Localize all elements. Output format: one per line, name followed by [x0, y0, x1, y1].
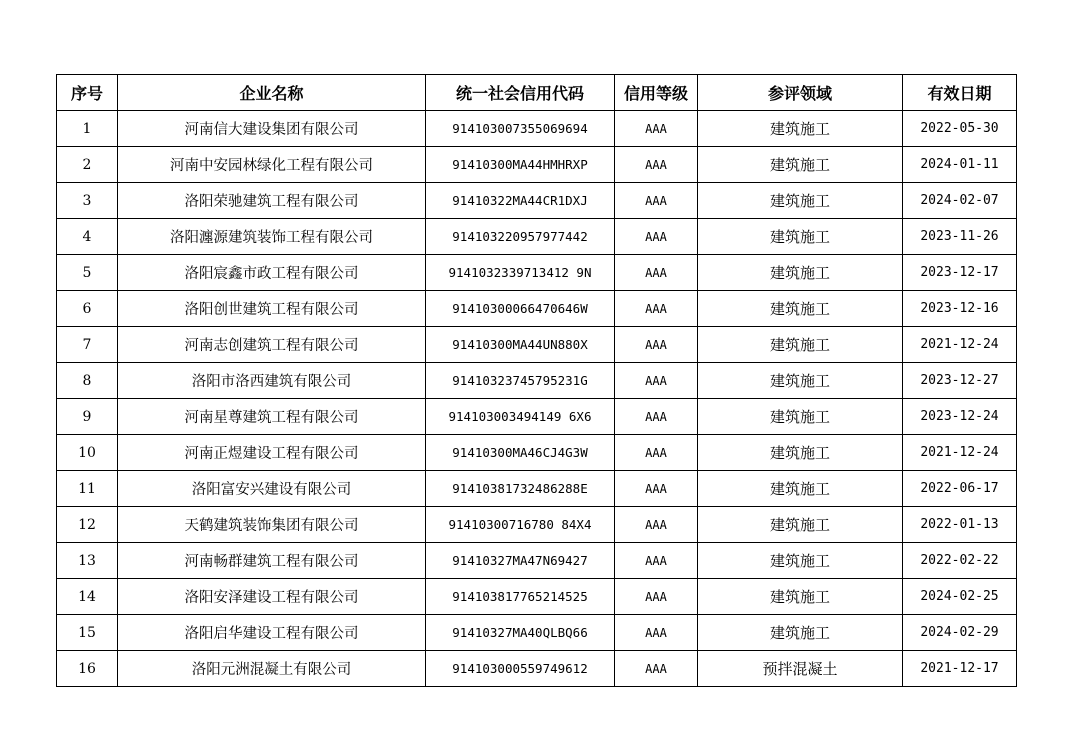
cell-rating-field: 建筑施工: [698, 291, 903, 327]
credit-rating-table: [56, 74, 1017, 687]
table-row: [57, 183, 1017, 219]
cell-rating-field: 建筑施工: [698, 219, 903, 255]
table-row: [57, 363, 1017, 399]
cell-serial-no: 16: [57, 651, 118, 687]
cell-company-name: 河南志创建筑工程有限公司: [118, 327, 426, 363]
cell-rating-field: 建筑施工: [698, 327, 903, 363]
cell-rating-field: 建筑施工: [698, 615, 903, 651]
header-row: [57, 75, 1017, 111]
cell-credit-code: 91410323745795231G: [426, 363, 615, 399]
table-row: [57, 579, 1017, 615]
cell-credit-grade: AAA: [615, 507, 698, 543]
cell-credit-grade: AAA: [615, 219, 698, 255]
cell-credit-grade: AAA: [615, 579, 698, 615]
cell-credit-grade: AAA: [615, 291, 698, 327]
cell-credit-code: 914103003494149 6X6: [426, 399, 615, 435]
cell-serial-no: 13: [57, 543, 118, 579]
header-valid-date: 有效日期: [903, 75, 1017, 111]
cell-credit-code: 914103817765214525: [426, 579, 615, 615]
cell-company-name: 河南畅群建筑工程有限公司: [118, 543, 426, 579]
cell-serial-no: 4: [57, 219, 118, 255]
cell-serial-no: 1: [57, 111, 118, 147]
header-company-name: 企业名称: [118, 75, 426, 111]
table-row: [57, 471, 1017, 507]
cell-credit-grade: AAA: [615, 615, 698, 651]
cell-credit-grade: AAA: [615, 471, 698, 507]
cell-company-name: 河南星尊建筑工程有限公司: [118, 399, 426, 435]
cell-valid-date: 2022-06-17: [903, 471, 1017, 507]
cell-rating-field: 建筑施工: [698, 471, 903, 507]
cell-company-name: 天鹤建筑装饰集团有限公司: [118, 507, 426, 543]
header-serial-no: 序号: [57, 75, 118, 111]
cell-company-name: 洛阳瀍源建筑装饰工程有限公司: [118, 219, 426, 255]
table-row: [57, 255, 1017, 291]
cell-serial-no: 14: [57, 579, 118, 615]
cell-valid-date: 2022-02-22: [903, 543, 1017, 579]
cell-credit-grade: AAA: [615, 255, 698, 291]
cell-rating-field: 预拌混凝土: [698, 651, 903, 687]
cell-credit-code: 9141032339713412 9N: [426, 255, 615, 291]
cell-credit-code: 91410300716780 84X4: [426, 507, 615, 543]
cell-company-name: 洛阳元洲混凝土有限公司: [118, 651, 426, 687]
cell-credit-code: 914103220957977442: [426, 219, 615, 255]
table-row: [57, 543, 1017, 579]
table-row: [57, 147, 1017, 183]
cell-rating-field: 建筑施工: [698, 363, 903, 399]
table-row: [57, 507, 1017, 543]
cell-credit-grade: AAA: [615, 327, 698, 363]
cell-rating-field: 建筑施工: [698, 147, 903, 183]
cell-rating-field: 建筑施工: [698, 435, 903, 471]
cell-credit-grade: AAA: [615, 147, 698, 183]
cell-rating-field: 建筑施工: [698, 399, 903, 435]
table-body: [57, 111, 1017, 687]
cell-valid-date: 2023-12-24: [903, 399, 1017, 435]
cell-credit-grade: AAA: [615, 399, 698, 435]
cell-serial-no: 3: [57, 183, 118, 219]
cell-credit-grade: AAA: [615, 111, 698, 147]
cell-serial-no: 11: [57, 471, 118, 507]
cell-valid-date: 2022-05-30: [903, 111, 1017, 147]
cell-serial-no: 7: [57, 327, 118, 363]
table-row: [57, 111, 1017, 147]
cell-rating-field: 建筑施工: [698, 579, 903, 615]
table-row: [57, 219, 1017, 255]
cell-valid-date: 2023-12-17: [903, 255, 1017, 291]
cell-serial-no: 10: [57, 435, 118, 471]
table-row: [57, 615, 1017, 651]
cell-company-name: 河南中安园林绿化工程有限公司: [118, 147, 426, 183]
cell-credit-code: 91410300MA44UN880X: [426, 327, 615, 363]
cell-credit-code: 914103000559749612: [426, 651, 615, 687]
cell-company-name: 河南正煜建设工程有限公司: [118, 435, 426, 471]
cell-valid-date: 2024-01-11: [903, 147, 1017, 183]
table-row: [57, 291, 1017, 327]
table-row: [57, 327, 1017, 363]
cell-valid-date: 2023-12-27: [903, 363, 1017, 399]
cell-credit-grade: AAA: [615, 363, 698, 399]
cell-company-name: 洛阳创世建筑工程有限公司: [118, 291, 426, 327]
cell-company-name: 洛阳富安兴建设有限公司: [118, 471, 426, 507]
cell-credit-code: 91410300MA46CJ4G3W: [426, 435, 615, 471]
cell-valid-date: 2024-02-07: [903, 183, 1017, 219]
cell-credit-grade: AAA: [615, 435, 698, 471]
cell-credit-code: 914103007355069694: [426, 111, 615, 147]
cell-serial-no: 9: [57, 399, 118, 435]
cell-valid-date: 2023-11-26: [903, 219, 1017, 255]
cell-credit-code: 91410300MA44HMHRXP: [426, 147, 615, 183]
cell-company-name: 河南信大建设集团有限公司: [118, 111, 426, 147]
table-row: [57, 399, 1017, 435]
cell-company-name: 洛阳启华建设工程有限公司: [118, 615, 426, 651]
cell-credit-code: 91410327MA47N69427: [426, 543, 615, 579]
header-credit-grade: 信用等级: [615, 75, 698, 111]
cell-serial-no: 15: [57, 615, 118, 651]
cell-serial-no: 5: [57, 255, 118, 291]
cell-rating-field: 建筑施工: [698, 507, 903, 543]
cell-credit-code: 91410381732486288E: [426, 471, 615, 507]
cell-valid-date: 2021-12-17: [903, 651, 1017, 687]
cell-valid-date: 2022-01-13: [903, 507, 1017, 543]
cell-credit-grade: AAA: [615, 183, 698, 219]
table-row: [57, 651, 1017, 687]
cell-valid-date: 2024-02-25: [903, 579, 1017, 615]
cell-rating-field: 建筑施工: [698, 255, 903, 291]
cell-serial-no: 8: [57, 363, 118, 399]
header-rating-field: 参评领域: [698, 75, 903, 111]
cell-rating-field: 建筑施工: [698, 111, 903, 147]
table-header: [57, 75, 1017, 111]
header-credit-code: 统一社会信用代码: [426, 75, 615, 111]
cell-credit-grade: AAA: [615, 543, 698, 579]
table-row: [57, 435, 1017, 471]
cell-credit-grade: AAA: [615, 651, 698, 687]
cell-serial-no: 12: [57, 507, 118, 543]
cell-valid-date: 2021-12-24: [903, 435, 1017, 471]
cell-credit-code: 91410327MA40QLBQ66: [426, 615, 615, 651]
cell-credit-code: 91410322MA44CR1DXJ: [426, 183, 615, 219]
cell-company-name: 洛阳市洛西建筑有限公司: [118, 363, 426, 399]
cell-company-name: 洛阳荣驰建筑工程有限公司: [118, 183, 426, 219]
cell-valid-date: 2021-12-24: [903, 327, 1017, 363]
cell-serial-no: 2: [57, 147, 118, 183]
cell-rating-field: 建筑施工: [698, 183, 903, 219]
cell-company-name: 洛阳宸鑫市政工程有限公司: [118, 255, 426, 291]
cell-credit-code: 91410300066470646W: [426, 291, 615, 327]
cell-company-name: 洛阳安泽建设工程有限公司: [118, 579, 426, 615]
cell-valid-date: 2024-02-29: [903, 615, 1017, 651]
cell-serial-no: 6: [57, 291, 118, 327]
cell-rating-field: 建筑施工: [698, 543, 903, 579]
cell-valid-date: 2023-12-16: [903, 291, 1017, 327]
